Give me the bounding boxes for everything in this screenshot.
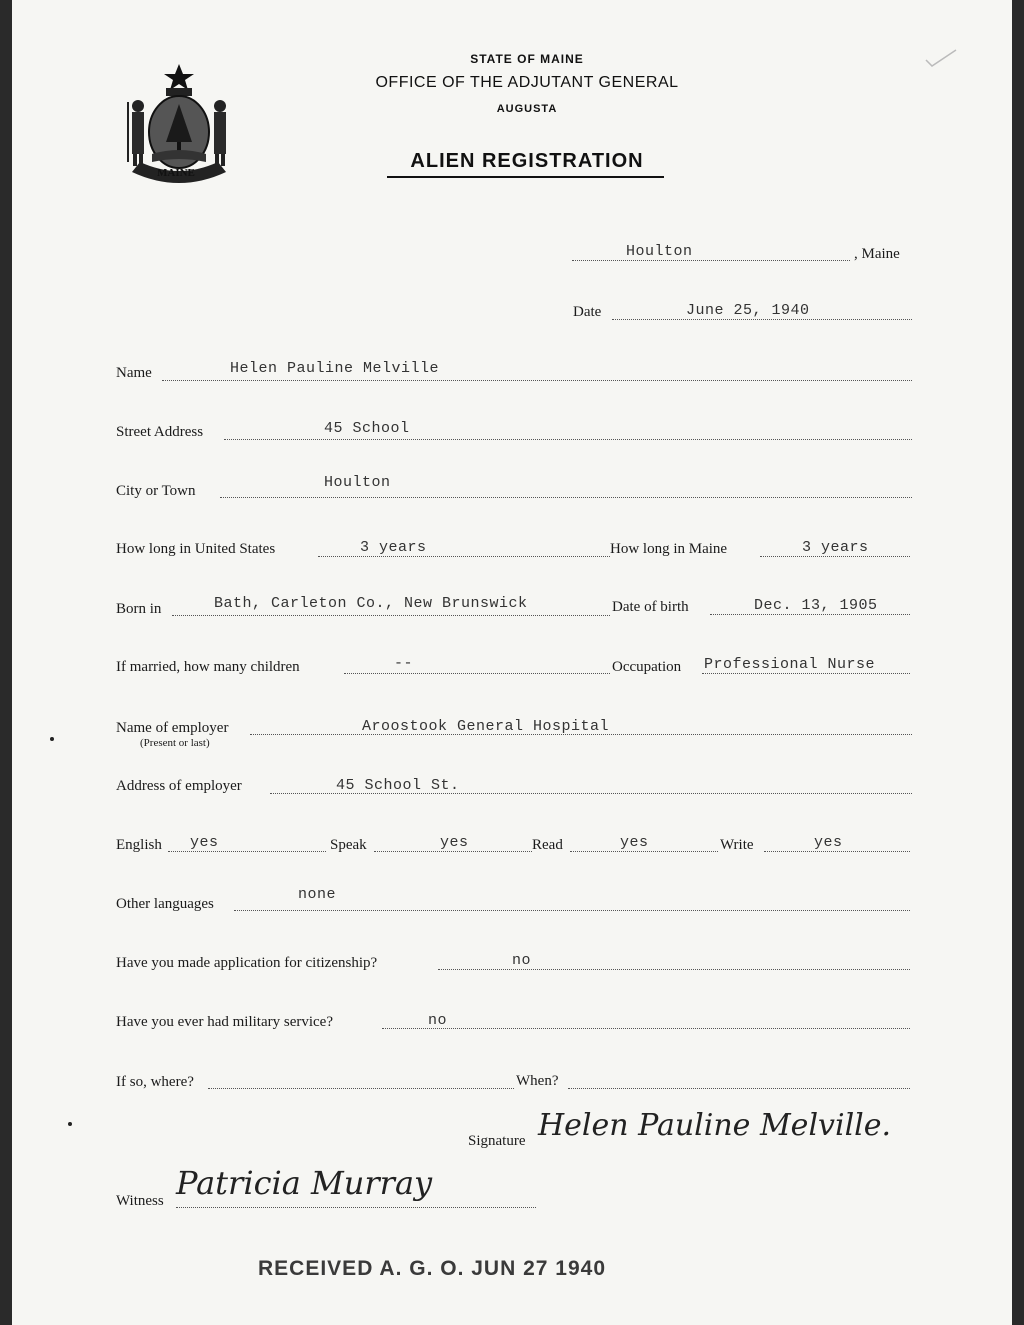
english-line — [168, 851, 326, 852]
name-label: Name — [116, 365, 152, 381]
date-of-birth-label: Date of birth — [612, 599, 689, 615]
other-languages-label: Other languages — [116, 896, 214, 912]
city-town-line — [220, 497, 912, 498]
speak-label: Speak — [330, 837, 367, 853]
military-label: Have you ever had military service? — [116, 1014, 333, 1030]
english-label: English — [116, 837, 162, 853]
maine-duration-label: How long in Maine — [610, 541, 728, 557]
name-value: Helen Pauline Melville — [230, 360, 440, 377]
witness-label: Witness — [116, 1193, 164, 1209]
employer-address-value: 45 School St. — [336, 777, 460, 794]
write-line — [764, 851, 910, 852]
read-label: Read — [532, 837, 563, 853]
born-in-label: Born in — [116, 601, 162, 617]
city-heading: AUGUSTA — [496, 103, 558, 115]
us-duration-value: 3 years — [360, 539, 427, 556]
witness-signature: Patricia Murray — [176, 1164, 433, 1202]
occupation-label: Occupation — [612, 659, 682, 675]
paper-speck — [50, 737, 54, 741]
title-underline — [387, 176, 664, 178]
street-address-value: 45 School — [324, 420, 410, 437]
date-line — [612, 319, 912, 320]
form-title: ALIEN REGISTRATION — [410, 150, 644, 172]
paper-speck — [68, 1122, 72, 1126]
citizenship-line — [438, 969, 910, 970]
check-mark-icon — [924, 46, 958, 68]
date-label: Date — [573, 304, 602, 320]
read-line — [570, 851, 718, 852]
children-line — [344, 673, 610, 674]
when-label: When? — [516, 1073, 559, 1089]
employer-sublabel: (Present or last) — [140, 737, 210, 749]
employer-address-label: Address of employer — [116, 778, 242, 794]
employer-label: Name of employer — [116, 720, 229, 736]
write-value: yes — [814, 834, 843, 851]
where-label: If so, where? — [116, 1074, 194, 1090]
citizenship-label: Have you made application for citizenship? — [116, 955, 378, 971]
born-in-line — [172, 615, 610, 616]
where-line — [208, 1088, 514, 1089]
other-languages-value: none — [298, 886, 337, 903]
employer-value: Aroostook General Hospital — [362, 718, 610, 735]
date-value: June 25, 1940 — [686, 302, 810, 319]
us-duration-label: How long in United States — [116, 541, 276, 557]
military-value: no — [428, 1012, 448, 1029]
write-label: Write — [720, 837, 754, 853]
street-address-label: Street Address — [116, 424, 204, 440]
street-address-line — [224, 439, 912, 440]
when-line — [568, 1088, 910, 1089]
witness-line — [176, 1207, 536, 1208]
born-in-value: Bath, Carleton Co., New Brunswick — [214, 595, 528, 612]
occupation-line — [702, 673, 910, 674]
date-of-birth-line — [710, 614, 910, 615]
maine-duration-value: 3 years — [802, 539, 869, 556]
city-town-value: Houlton — [324, 474, 391, 491]
speak-value: yes — [440, 834, 469, 851]
children-label: If married, how many children — [116, 659, 300, 675]
other-languages-line — [234, 910, 910, 911]
location-line — [572, 260, 850, 261]
seal-label: MAINE — [157, 167, 195, 179]
military-line — [382, 1028, 910, 1029]
signature-label: Signature — [468, 1133, 526, 1149]
name-line — [162, 380, 912, 381]
date-of-birth-value: Dec. 13, 1905 — [754, 597, 878, 614]
applicant-signature: Helen Pauline Melville. — [538, 1108, 892, 1143]
registration-form-page — [12, 0, 1012, 1325]
received-stamp: RECEIVED A. G. O. JUN 27 1940 — [258, 1257, 607, 1280]
state-heading: STATE OF MAINE — [470, 52, 584, 66]
speak-line — [374, 851, 532, 852]
english-value: yes — [190, 834, 219, 851]
office-heading: OFFICE OF THE ADJUTANT GENERAL — [375, 74, 679, 91]
city-town-label: City or Town — [116, 483, 196, 499]
citizenship-value: no — [512, 952, 532, 969]
maine-duration-line — [760, 556, 910, 557]
location-value: Houlton — [626, 243, 693, 260]
occupation-value: Professional Nurse — [704, 656, 876, 673]
us-duration-line — [318, 556, 610, 557]
location-suffix: , Maine — [854, 246, 900, 262]
children-value: -- — [394, 655, 414, 672]
read-value: yes — [620, 834, 649, 851]
